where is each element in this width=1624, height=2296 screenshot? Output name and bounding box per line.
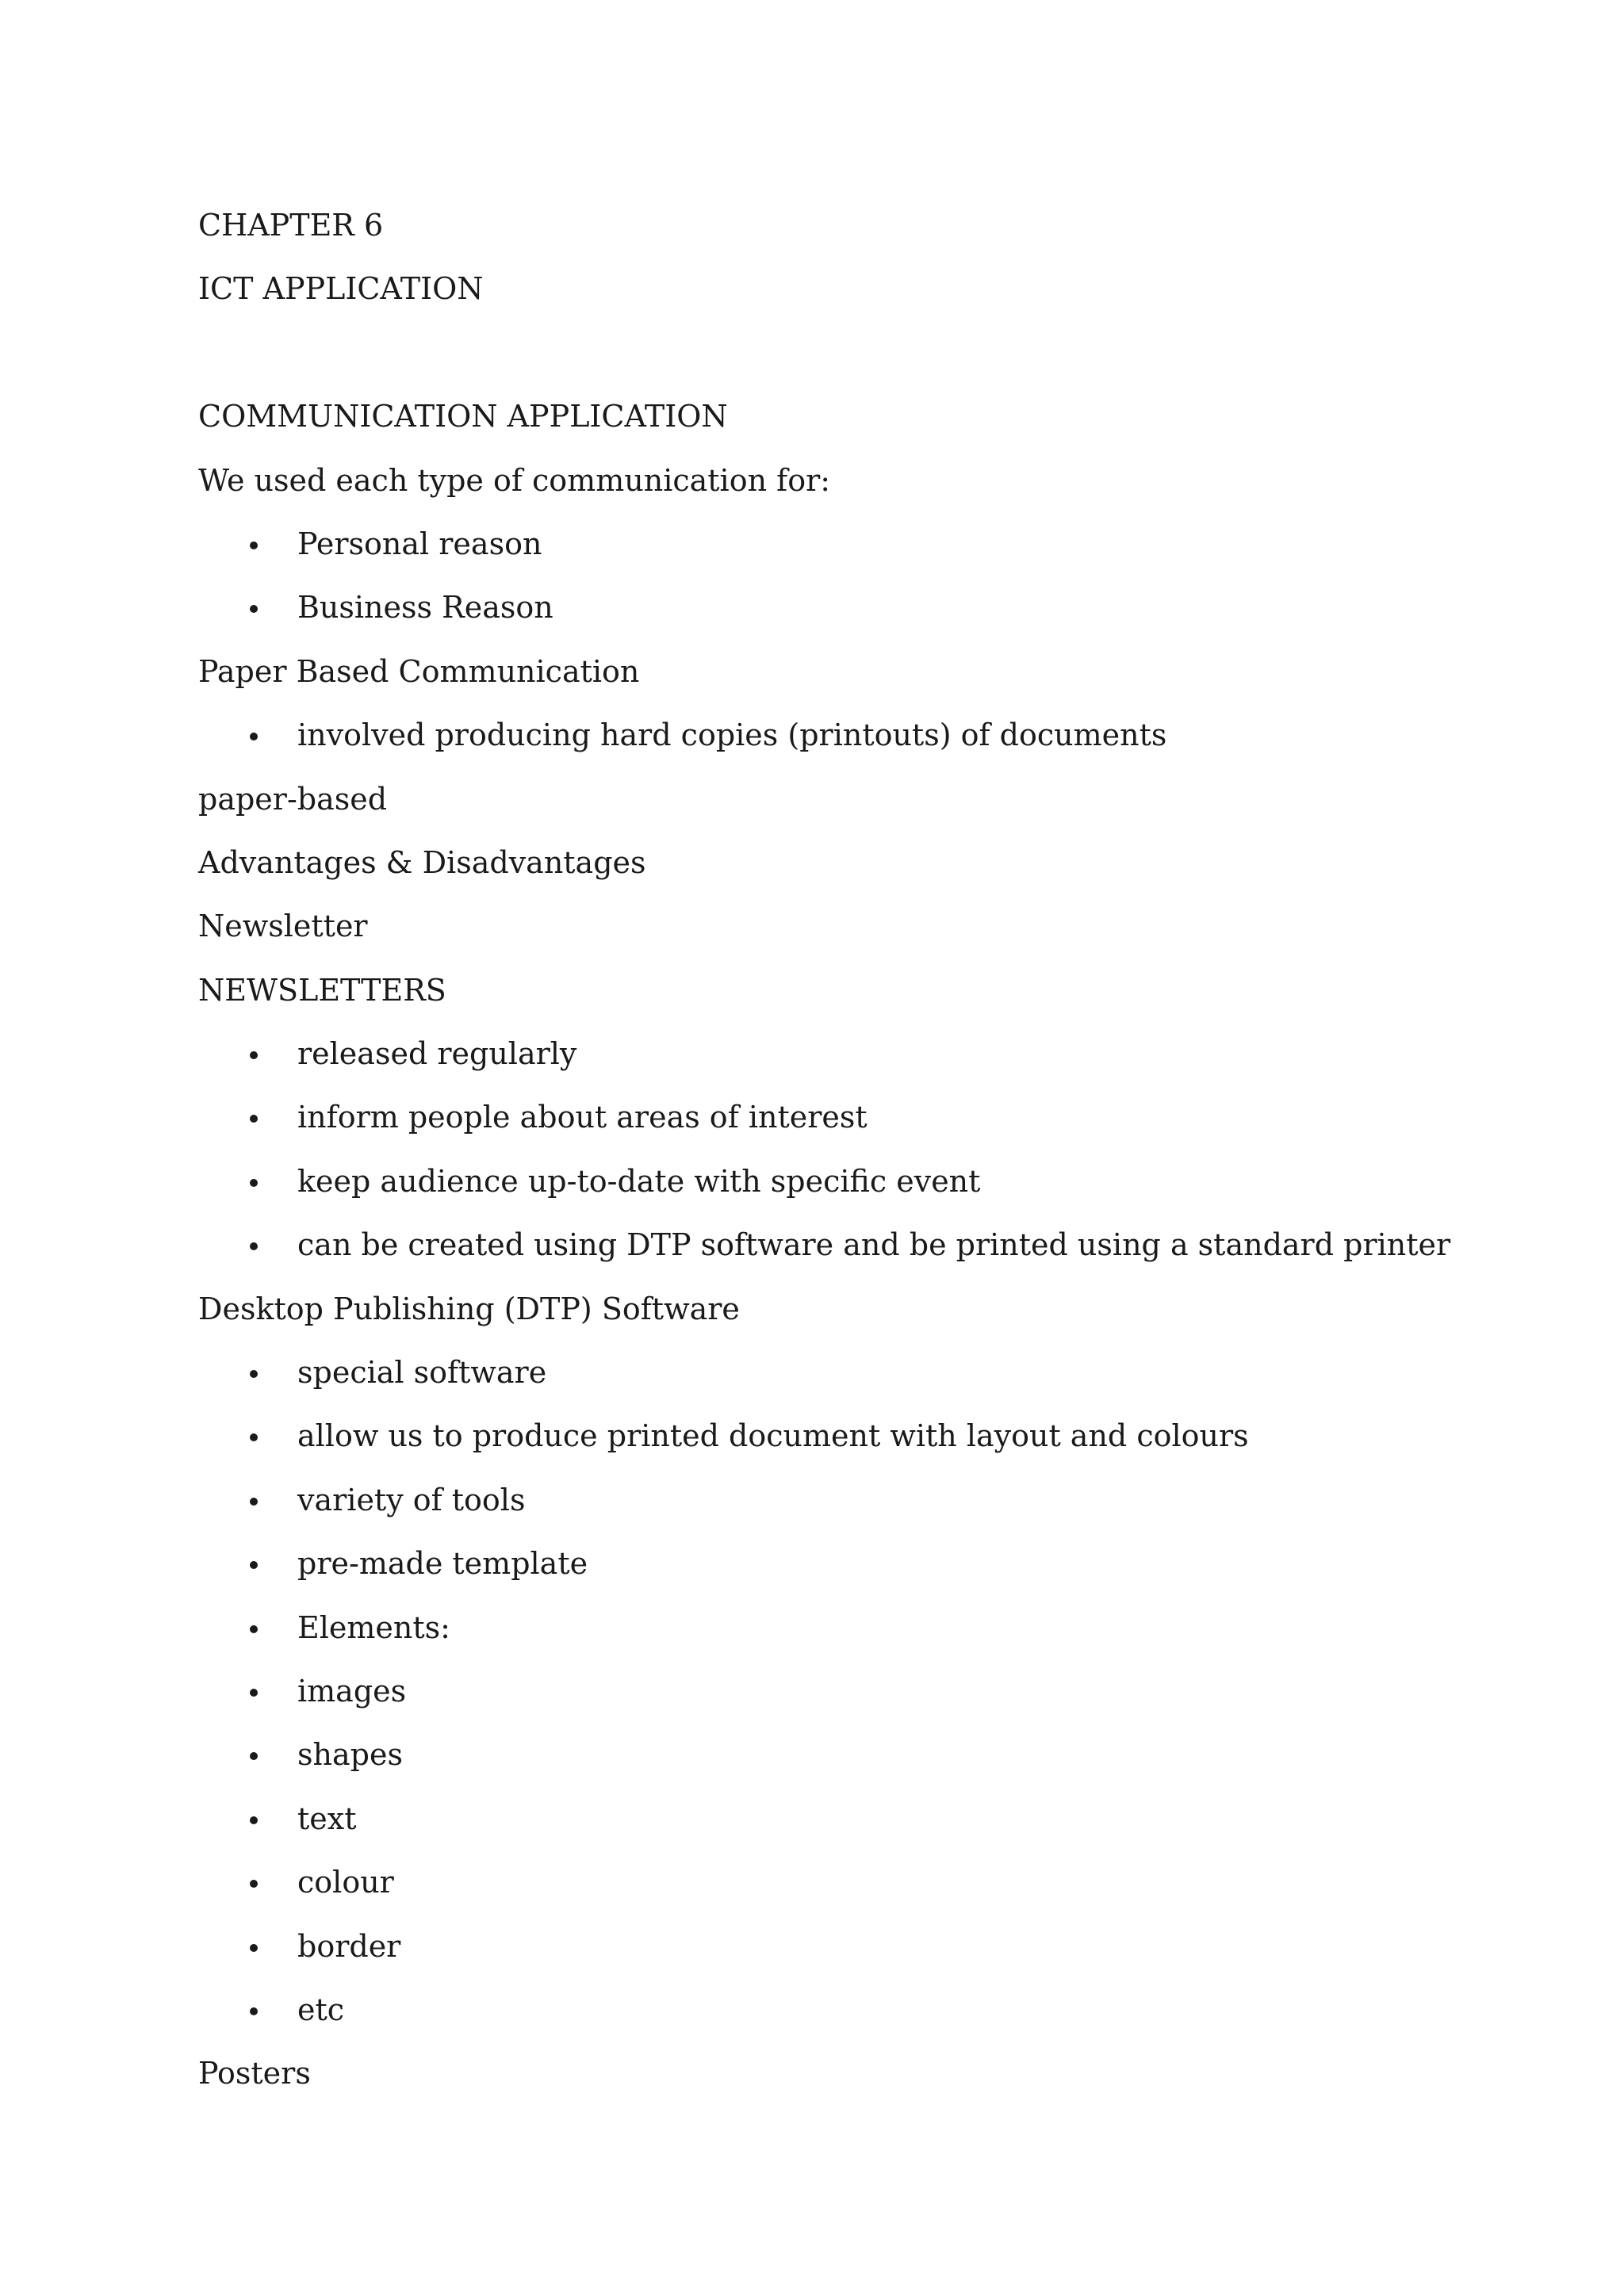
list-item: inform people about areas of interest [198, 1085, 1507, 1149]
section-title: COMMUNICATION APPLICATION [198, 399, 728, 434]
intro-paragraph: We used each type of communication for: [198, 462, 831, 498]
list-item: colour [198, 1850, 1507, 1914]
newsletter-label: Newsletter [198, 909, 368, 944]
list-item: Elements: [198, 1596, 1507, 1659]
list-item: images [198, 1659, 1507, 1723]
dtp-bullet-list [198, 1341, 1507, 2042]
list-item: variety of tools [198, 1468, 1507, 1532]
list-item: released regularly [198, 1022, 1507, 1085]
intro-bullet-list [198, 512, 1507, 640]
list-item: allow us to produce printed document with layout and colours [198, 1404, 1507, 1468]
paper-heading: Paper Based Communication [198, 653, 640, 689]
list-item: Personal reason [198, 512, 1507, 576]
list-item: shapes [198, 1723, 1507, 1786]
posters-label: Posters [198, 2056, 311, 2091]
list-item: special software [198, 1341, 1507, 1404]
list-item: border [198, 1915, 1507, 1978]
list-item: text [198, 1787, 1507, 1850]
newsletters-heading: NEWSLETTERS [198, 972, 446, 1008]
list-item: Business Reason [198, 576, 1507, 639]
paper-based-label: paper-based [198, 781, 388, 817]
advantages-disadvantages-label: Advantages & Disadvantages [198, 844, 646, 880]
newsletters-bullet-list [198, 1022, 1507, 1277]
list-item: etc [198, 1978, 1507, 2042]
dtp-heading: Desktop Publishing (DTP) Software [198, 1291, 740, 1326]
chapter-title: ICT APPLICATION [198, 271, 484, 307]
list-item: can be created using DTP software and be printed using a standard printer [198, 1213, 1507, 1276]
list-item: keep audience up-to-date with specific event [198, 1150, 1507, 1213]
spacer [198, 321, 1507, 385]
paper-bullet-list [198, 703, 1507, 767]
list-item: involved producing hard copies (printouts) of documents [198, 703, 1507, 767]
document-body [198, 193, 1507, 2106]
chapter-number: CHAPTER 6 [198, 208, 384, 243]
list-item: pre-made template [198, 1532, 1507, 1595]
